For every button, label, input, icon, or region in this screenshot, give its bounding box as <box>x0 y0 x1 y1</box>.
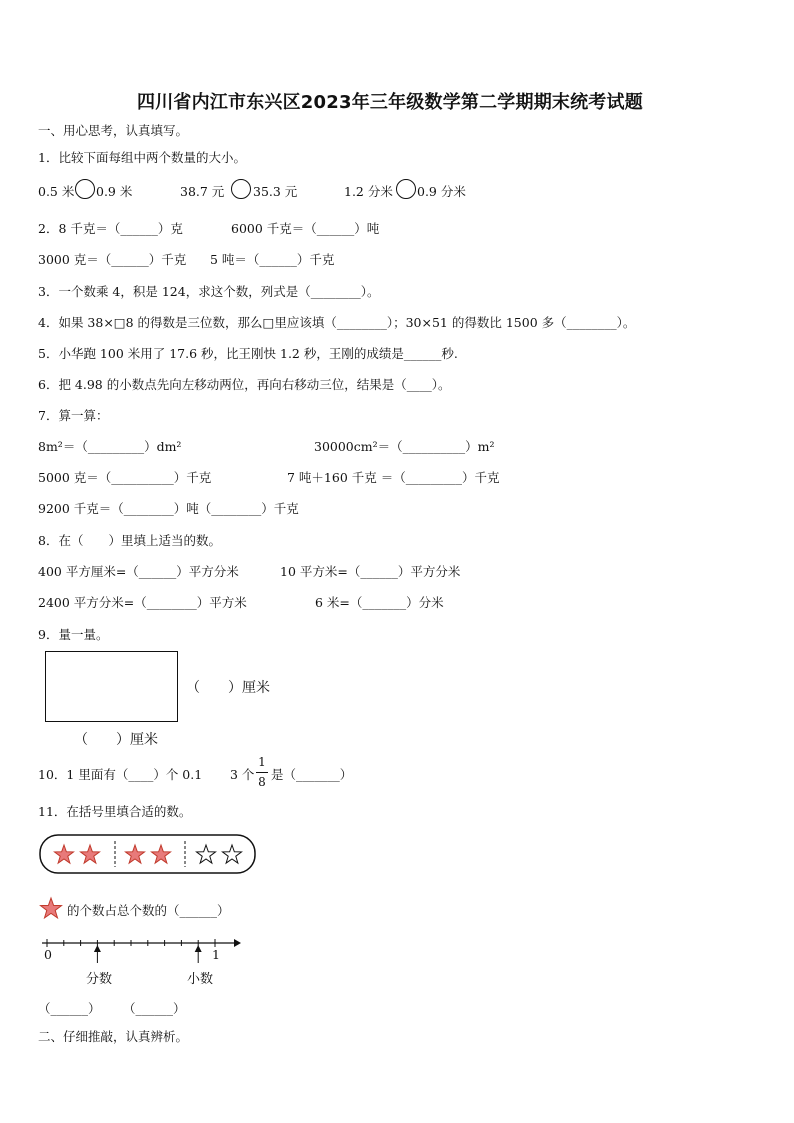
star-fraction-question: 的个数占总个数的（______） <box>67 903 230 918</box>
star-legend-icon <box>38 896 64 920</box>
fraction-numerator: 1 <box>258 755 266 769</box>
star-group-box <box>38 833 260 877</box>
decimal-answer-blank: （______） <box>123 1001 186 1016</box>
q2-line2b: 5 吨＝（______）千克 <box>210 252 335 267</box>
compare-circle-2[interactable] <box>231 179 251 199</box>
q7-b: 30000cm²＝（__________）m² <box>314 439 495 454</box>
compare-circle-1[interactable] <box>75 179 95 199</box>
q1-b-left: 38.7 元 <box>180 184 225 199</box>
fraction-bar <box>256 772 268 773</box>
rect-width-label: （ ）厘米 <box>186 680 270 696</box>
question-11-prompt: 11．在括号里填合适的数。 <box>38 804 192 819</box>
q7-c: 5000 克＝（__________）千克 <box>38 470 212 485</box>
question-3: 3．一个数乘 4，积是 124，求这个数，列式是（________）。 <box>38 284 380 299</box>
decimal-label: 小数 <box>187 972 214 987</box>
fraction-answer-blank: （______） <box>38 1001 101 1016</box>
q8-a: 400 平方厘米=（______）平方分米 <box>38 564 239 579</box>
rect-length-label: （ ）厘米 <box>74 732 158 748</box>
question-8-prompt: 8．在（ ）里填上适当的数。 <box>38 533 221 548</box>
q7-e: 9200 千克＝（________）吨（________）千克 <box>38 501 299 516</box>
q2-line2a: 3000 克＝（______）千克 <box>38 252 187 267</box>
fraction-denominator: 8 <box>258 775 266 789</box>
question-1-prompt: 1．比较下面每组中两个数量的大小。 <box>38 150 246 165</box>
section-heading-1: 一、用心思考，认真填写。 <box>38 123 189 138</box>
question-5: 5．小华跑 100 米用了 17.6 秒，比王刚快 1.2 秒，王刚的成绩是______秒. <box>38 346 458 361</box>
compare-circle-3[interactable] <box>396 179 416 199</box>
measure-rectangle <box>45 651 178 722</box>
question-6: 6．把 4.98 的小数点先向左移动两位，再向右移动三位，结果是（____）。 <box>38 377 451 392</box>
question-10-part2-post: 是（_______） <box>271 767 353 782</box>
q1-a-right: 0.9 米 <box>96 184 133 199</box>
question-10-part1: 10．1 里面有（____）个 0.1 <box>38 767 203 782</box>
q1-b-right: 35.3 元 <box>253 184 298 199</box>
q7-a: 8m²＝（_________）dm² <box>38 439 182 454</box>
question-4: 4．如果 38×□8 的得数是三位数，那么□里应该填（________）；30×51 的得数比 1500 多（________）。 <box>38 315 636 330</box>
q1-c-right: 0.9 分米 <box>417 184 466 199</box>
q8-b: 10 平方米=（______）平方分米 <box>280 564 461 579</box>
section-heading-2: 二、仔细推敲，认真辨析。 <box>38 1029 189 1044</box>
q2-line1b: 6000 千克＝（______）吨 <box>231 221 380 236</box>
q8-c: 2400 平方分米=（________）平方米 <box>38 595 247 610</box>
q8-d: 6 米=（_______）分米 <box>315 595 444 610</box>
question-10-part2-pre: 3 个 <box>230 767 255 782</box>
question-9-prompt: 9．量一量。 <box>38 627 109 642</box>
fraction-label: 分数 <box>86 972 113 987</box>
q2-line1a: 2．8 千克＝（______）克 <box>38 221 183 236</box>
q1-c-left: 1.2 分米 <box>344 184 393 199</box>
q7-d: 7 吨＋160 千克 ＝（_________）千克 <box>287 470 500 485</box>
number-line-zero: 0 <box>44 947 52 962</box>
q1-a-left: 0.5 米 <box>38 184 75 199</box>
question-7-prompt: 7．算一算： <box>38 408 109 423</box>
number-line-one: 1 <box>212 947 220 962</box>
page-title: 四川省内江市东兴区2023年三年级数学第二学期期末统考试题 <box>137 92 643 113</box>
